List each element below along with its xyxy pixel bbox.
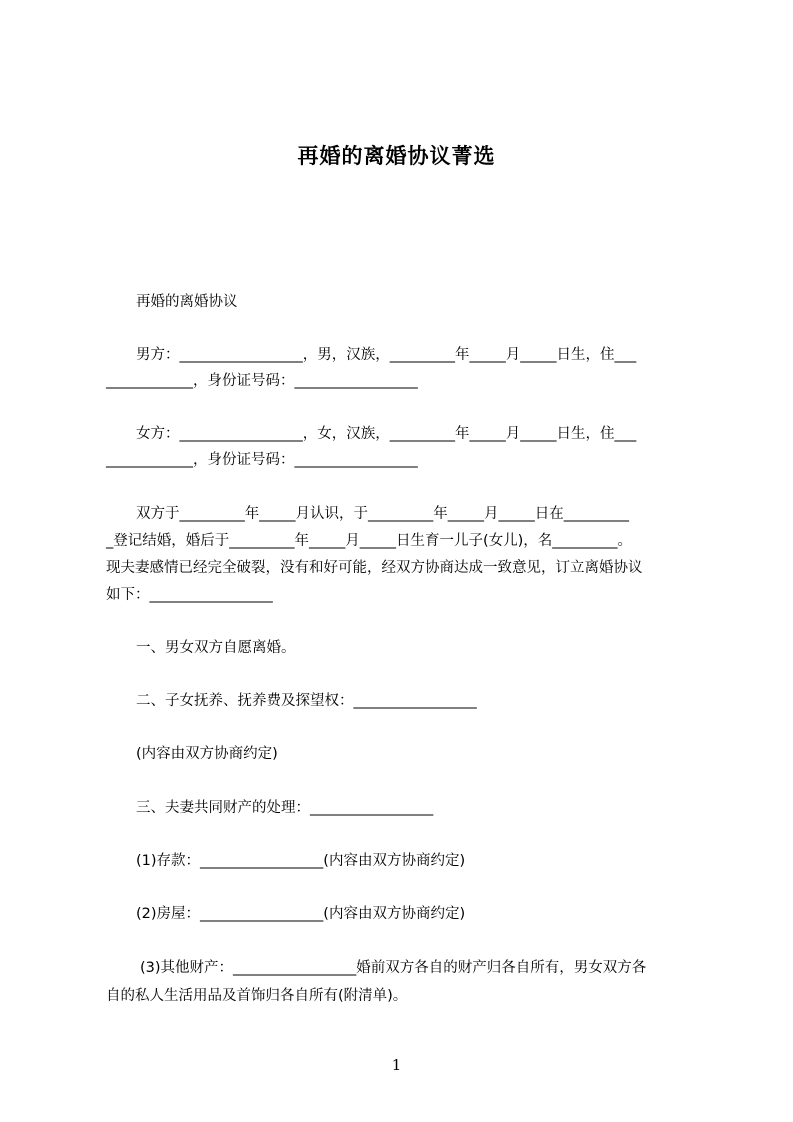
male-party-line-1: 男方：_________________，男，汉族，_________年_____月_____日生，住___ [136, 347, 637, 363]
item-other-property-line-1: (3)其他财产：_________________婚前双方各自的财产归各自所有，男女双方各 [140, 960, 647, 976]
document-subtitle: 再婚的离婚协议 [136, 294, 238, 310]
intro-line-4: 如下：_________________ [106, 587, 273, 603]
clause-3: 三、夫妻共同财产的处理：_________________ [136, 800, 434, 816]
clause-2: 二、子女抚养、抚养费及探望权：_________________ [136, 693, 477, 709]
male-party-line-2: ____________，身份证号码：_________________ [106, 373, 418, 389]
document-title: 再婚的离婚协议菁选 [297, 144, 496, 168]
item-other-property-line-2: 自的私人生活用品及首饰归各自所有(附清单)。 [106, 988, 408, 1004]
female-party-line-2: ____________，身份证号码：_________________ [106, 452, 418, 468]
page-number: 1 [391, 1056, 402, 1074]
clause-2-note: (内容由双方协商约定) [136, 746, 278, 762]
clause-1: 一、男女双方自愿离婚。 [136, 640, 296, 656]
intro-line-2: _登记结婚，婚后于_________年_____月_____日生育一儿子(女儿)，名_________。 [106, 533, 633, 549]
item-house: (2)房屋：_________________(内容由双方协商约定) [136, 906, 466, 922]
female-party-line-1: 女方：_________________，女，汉族，_________年_____月_____日生，住___ [136, 426, 637, 442]
intro-line-1: 双方于_________年_____月认识，于_________年_____月_____日在_________ [136, 506, 629, 522]
intro-line-3: 现夫妻感情已经完全破裂，没有和好可能，经双方协商达成一致意见，订立离婚协议 [106, 560, 643, 576]
item-deposits: (1)存款：_________________(内容由双方协商约定) [136, 853, 466, 869]
